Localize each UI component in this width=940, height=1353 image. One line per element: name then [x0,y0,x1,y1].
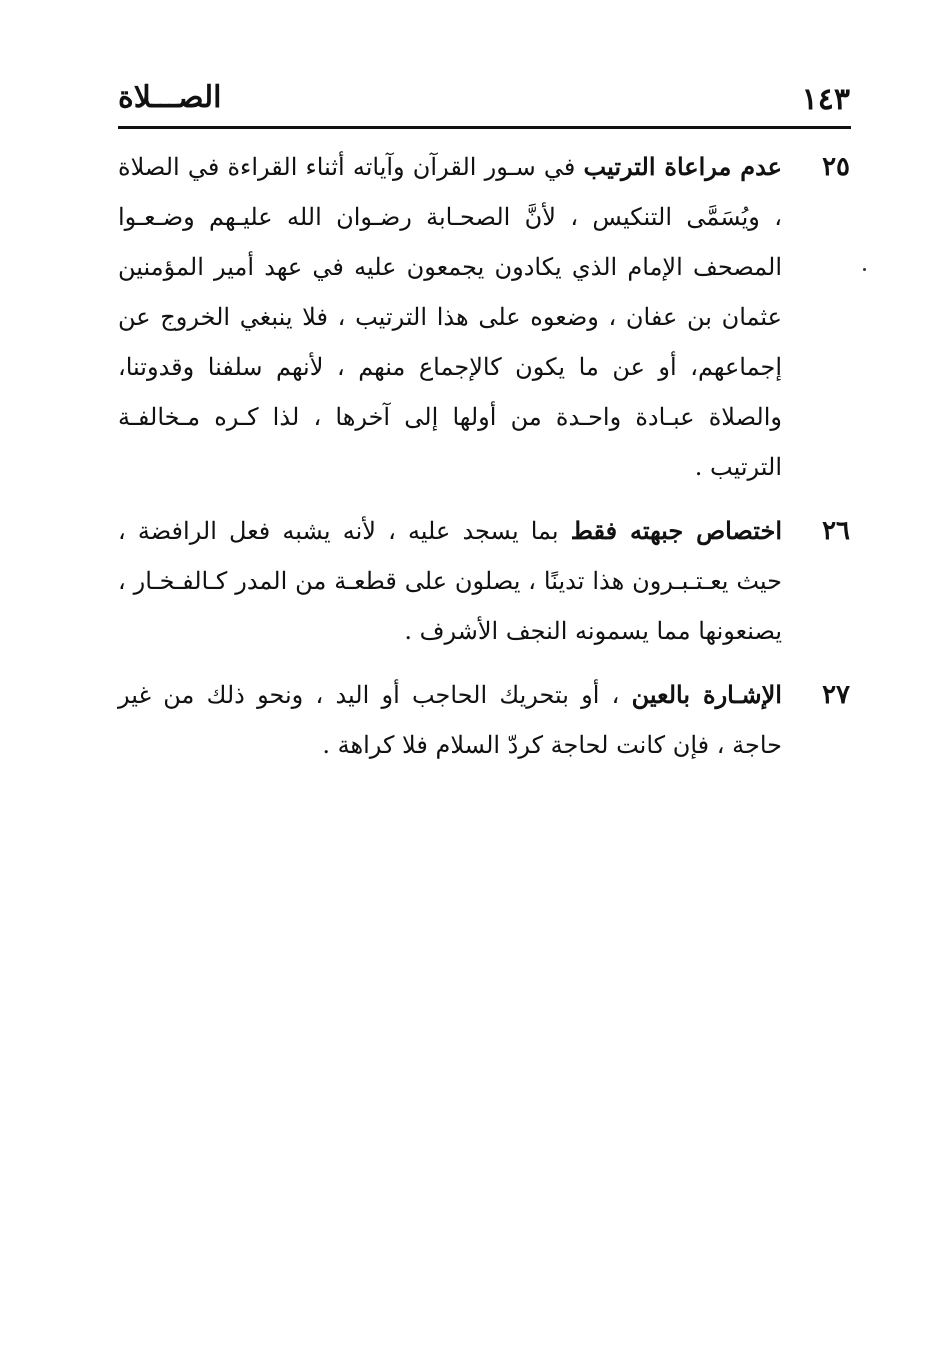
entry-number: ٢٥ [822,152,850,182]
entry-body: ، أو بتحريك الحاجب أو اليد ، ونحو ذلك من غير حاجة ، فإن كانت لحاجة كردّ السلام فلا كراهة . [118,681,782,759]
entry-number: ٢٦ [822,516,850,546]
entry-term: الإشـارة بالعين [631,680,782,709]
header-rule [118,126,851,129]
list-item [118,506,850,656]
entry-body: بما يسجد عليه ، لأنه يشبه فعل الرافضة ، حيث يعـتـبـرون هذا تدينًا ، يصلون على قطعـة من المدر كـالفـخـار ، يصنعونها مما يسمونه النجف الأشرف . [118,517,782,645]
list-item [118,670,850,770]
entry-term: اختصاص جبهته فقط [570,516,782,545]
page-body [118,142,850,784]
page-number: ١٤٣ [801,82,850,117]
list-item [118,142,850,492]
entry-term: عدم مراعاة الترتيب [583,152,782,181]
scan-speck [863,268,866,271]
entry-body: في سـور القرآن وآياته أثناء القراءة في الصلاة ، ويُسَمَّى التنكيس ، لأنَّ الصحـابة رضـوان الله عليـهم وضـعـوا المصحف الإمام الذي يكادون يجمعون عليه في عهد أمير المؤمنين عثمان بن عفان ، وضعوه على هذا الترتيب ، فلا ينبغي الخروج عن إجماعهم، أو عن ما يكون كالإجماع منهم ، لأنهم سلفنا وقدوتنا، والصلاة عبـادة واحـدة من أولها إلى آخرها ، لذا كـره مـخالفـة الترتيب . [118,153,782,481]
entry-paragraph [118,670,782,770]
running-title: الصـــلاة [118,80,222,115]
page-header [118,78,850,122]
entry-paragraph [118,506,782,656]
entry-paragraph [118,142,782,492]
entry-number: ٢٧ [822,680,850,710]
